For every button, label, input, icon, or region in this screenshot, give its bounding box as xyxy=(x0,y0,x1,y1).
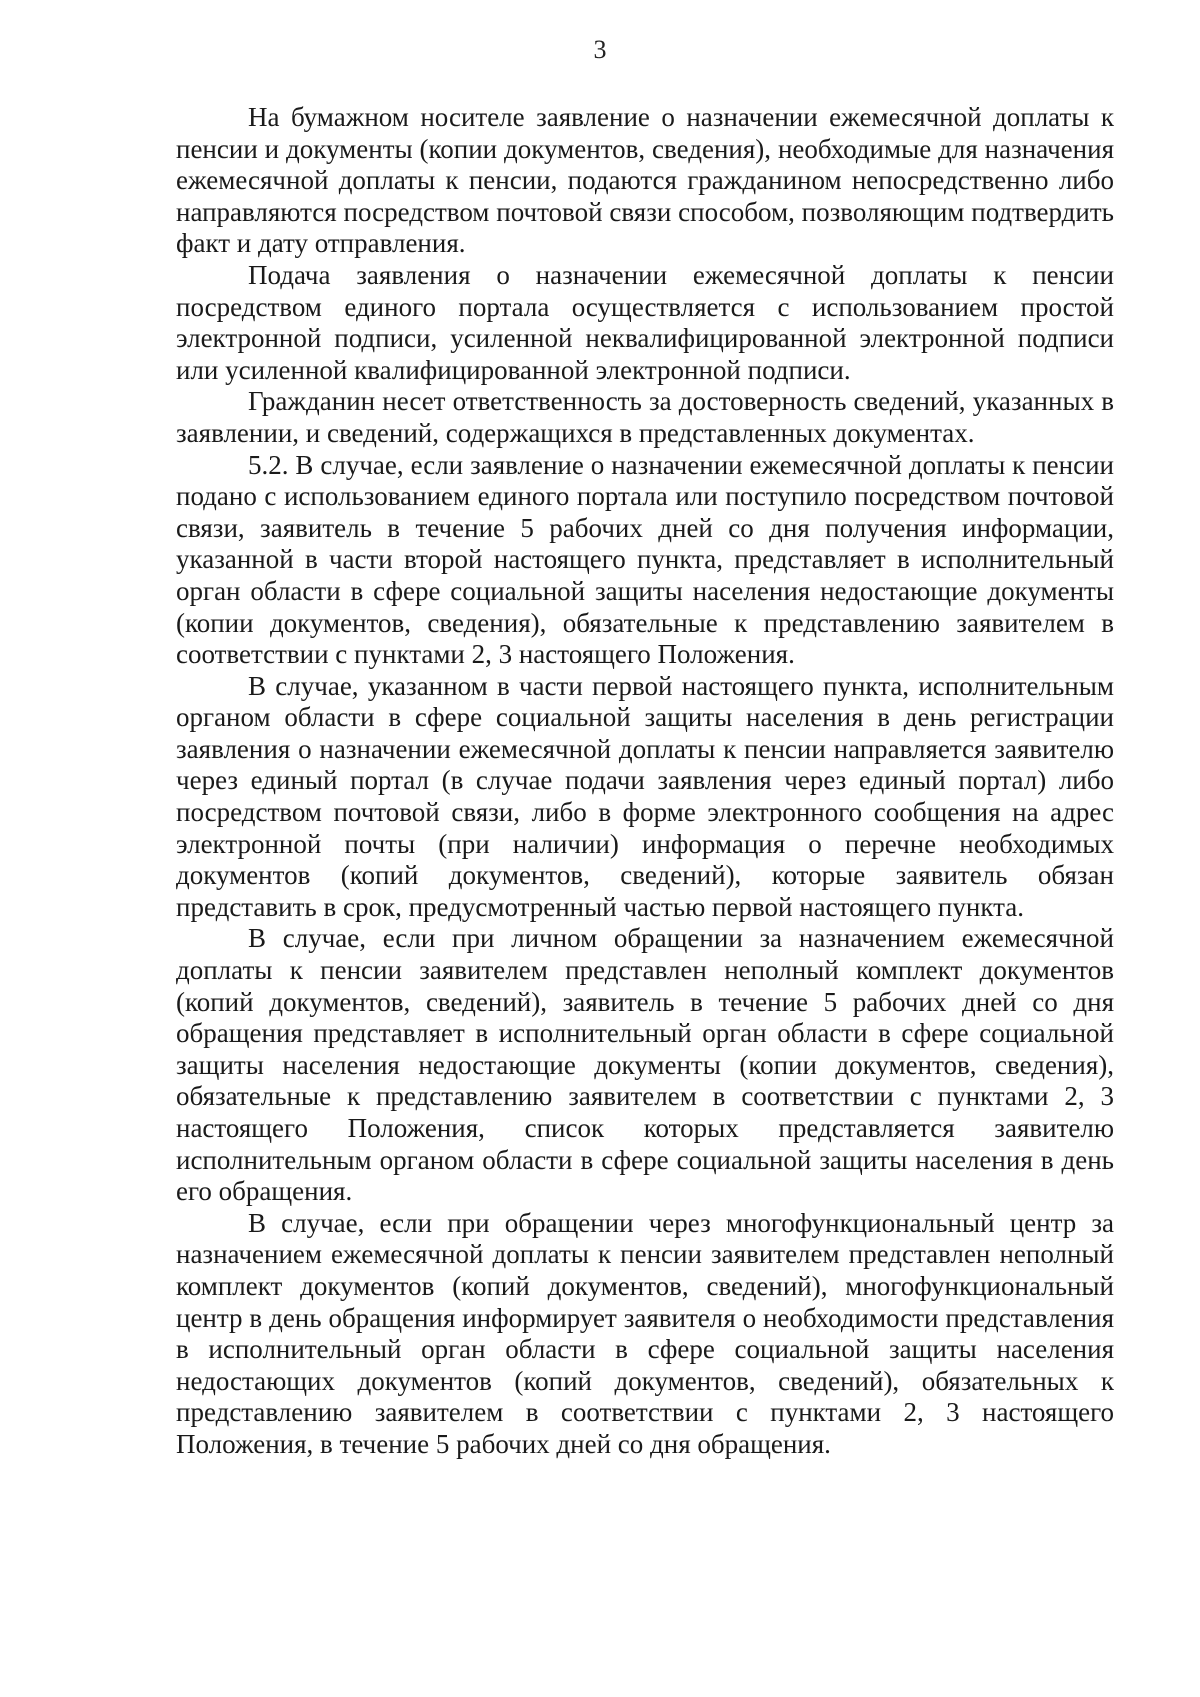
paragraph-paper-submission: На бумажном носителе заявление о назначении ежемесячной доплаты к пенсии и документы (копии документов, сведения), необходимые для назначения ежемесячной доплаты к пенсии, подаются гражданином непосредственно либо направляются посредством почтовой связи способом, позволяющим подтвердить факт и дату отправления. xyxy=(176,102,1114,259)
paragraph-citizen-responsibility: Гражданин несет ответственность за достоверность сведений, указанных в заявлении, и сведений, содержащихся в представленных документах. xyxy=(176,386,1114,448)
page-number: 3 xyxy=(593,35,607,64)
document-body xyxy=(176,102,1114,1461)
paragraph-portal-submission: Подача заявления о назначении ежемесячной доплаты к пенсии посредством единого портала осуществляется с использованием простой электронной подписи, усиленной неквалифицированной электронной подписи или усиленной квалифицированной электронной подписи. xyxy=(176,259,1114,385)
paragraph-multifunctional-center: В случае, если при обращении через многофункциональный центр за назначением ежемесячной доплаты к пенсии заявителем представлен неполный комплект документов (копий документов, сведений), многофункциональный центр в день обращения информирует заявителя о необходимости представления в исполнительный орган области в сфере социальной защиты населения недостающих документов (копий документов, сведений), обязательных к представлению заявителем в соответствии с пунктами 2, 3 настоящего Положения, в течение 5 рабочих дней со дня обращения. xyxy=(176,1207,1114,1459)
paragraph-personal-application: В случае, если при личном обращении за назначением ежемесячной доплаты к пенсии заявителем представлен неполный комплект документов (копий документов, сведений), заявитель в течение 5 рабочих дней со дня обращения представляет в исполнительный орган области в сфере социальной защиты населения недостающие документы (копии документов, сведения), обязательные к представлению заявителем в соответствии с пунктами 2, 3 настоящего Положения, список которых представляется заявителю исполнительным органом области в сфере социальной защиты населения в день его обращения. xyxy=(176,923,1114,1207)
paragraph-notification: В случае, указанном в части первой настоящего пункта, исполнительным органом области в сфере социальной защиты населения в день регистрации заявления о назначении ежемесячной доплаты к пенсии направляется заявителю через единый портал (в случае подачи заявления через единый портал) либо посредством почтовой связи, либо в форме электронного сообщения на адрес электронной почты (при наличии) информация о перечне необходимых документов (копий документов, сведений), которые заявитель обязан представить в срок, предусмотренный частью первой настоящего пункта. xyxy=(176,670,1114,922)
paragraph-clause-5-2: 5.2. В случае, если заявление о назначении ежемесячной доплаты к пенсии подано с использованием единого портала или поступило посредством почтовой связи, заявитель в течение 5 рабочих дней со дня получения информации, указанной в части второй настоящего пункта, представляет в исполнительный орган области в сфере социальной защиты населения недостающие документы (копии документов, сведения), обязательные к представлению заявителем в соответствии с пунктами 2, 3 настоящего Положения. xyxy=(176,449,1114,670)
